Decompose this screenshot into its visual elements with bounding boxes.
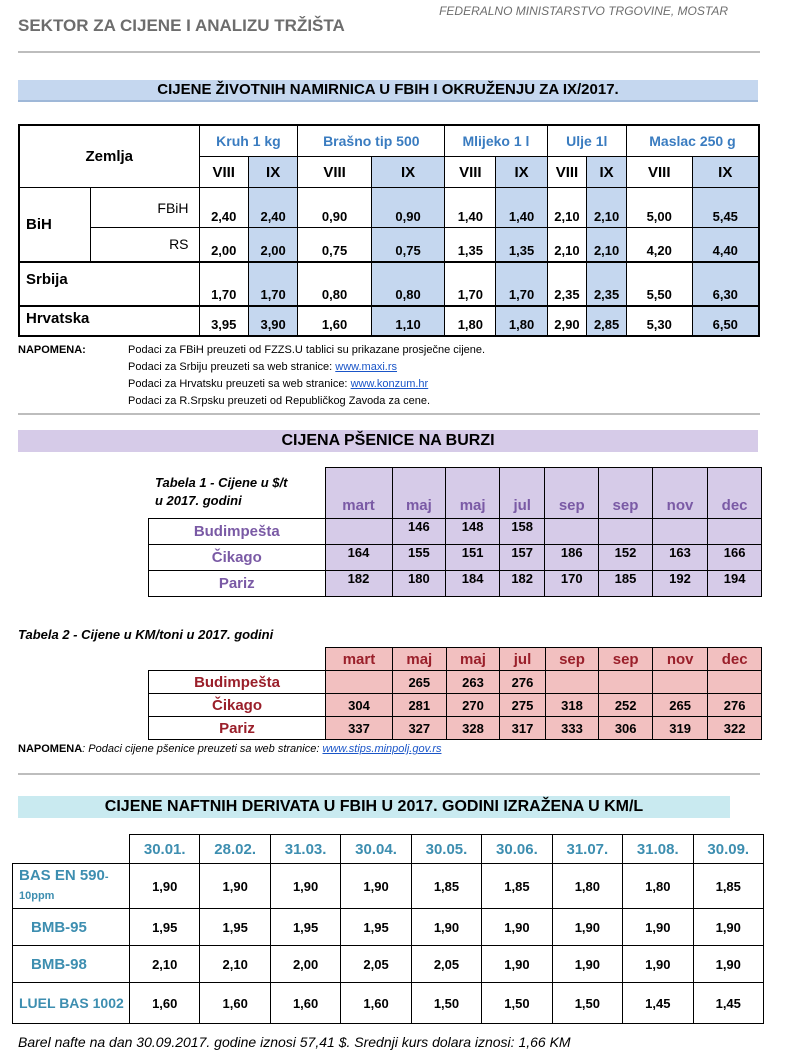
price-cell: 1,50 (411, 983, 481, 1024)
price-cell: 2,90 (547, 306, 587, 336)
month-header: VIII (199, 157, 248, 188)
month-header: sep (599, 468, 653, 519)
month-header: mart (325, 468, 392, 519)
price-cell: 1,70 (248, 262, 297, 306)
city-label: Budimpešta (149, 671, 326, 694)
price-cell: 317 (500, 717, 545, 740)
stips-link[interactable]: www.stips.minpolj.gov.rs (322, 743, 442, 755)
price-cell: 1,90 (482, 909, 552, 946)
price-cell: 1,50 (482, 983, 552, 1024)
fuel-name: BAS EN 590 (19, 867, 105, 884)
month-header: sep (599, 648, 653, 671)
price-cell: 1,60 (200, 983, 270, 1024)
price-cell: 164 (325, 545, 392, 571)
price-cell: 155 (392, 545, 446, 571)
price-cell: 1,60 (270, 983, 340, 1024)
price-cell: 1,60 (130, 983, 200, 1024)
price-cell: 2,10 (547, 188, 587, 228)
price-cell: 163 (652, 545, 707, 571)
ministry-name: FEDERALNO MINISTARSTVO TRGOVINE, MOSTAR (439, 4, 728, 18)
price-cell: 2,40 (248, 188, 297, 228)
month-header: jul (500, 648, 545, 671)
month-header: mart (326, 648, 393, 671)
table-row (149, 545, 762, 571)
price-cell: 1,95 (200, 909, 270, 946)
price-cell: 2,10 (547, 228, 587, 262)
table-row (149, 519, 762, 545)
price-cell: 333 (545, 717, 599, 740)
price-cell: 192 (652, 571, 707, 597)
wheat-title: CIJENA PŠENICE NA BURZI (18, 430, 758, 452)
price-cell: 1,85 (693, 864, 764, 909)
food-prices-table (18, 124, 760, 337)
price-cell: 2,40 (199, 188, 248, 228)
note-line: Podaci za R.Srpsku preuzeti od Republičkog Zavoda za cene. (128, 395, 431, 407)
price-cell: 2,10 (587, 228, 627, 262)
price-cell: 1,90 (693, 909, 764, 946)
price-cell: 319 (653, 717, 708, 740)
price-cell: 180 (392, 571, 446, 597)
date-header: 30.09. (693, 835, 764, 864)
table-row (149, 671, 762, 694)
month-header: sep (545, 648, 599, 671)
price-cell: 265 (392, 671, 446, 694)
price-cell (652, 519, 707, 545)
city-label: Pariz (149, 717, 326, 740)
price-cell: 1,60 (298, 306, 371, 336)
table-row (13, 946, 764, 983)
price-cell: 327 (392, 717, 446, 740)
price-cell: 1,45 (693, 983, 764, 1024)
price-cell: 318 (545, 694, 599, 717)
price-cell: 1,90 (411, 909, 481, 946)
price-cell: 276 (708, 694, 762, 717)
note-line: Podaci za Srbiju preuzeti sa web stranice: (128, 361, 333, 373)
fuel-label: LUEL BAS 1002 (13, 983, 130, 1024)
month-header: IX (587, 157, 627, 188)
price-cell: 158 (499, 519, 544, 545)
price-cell: 281 (392, 694, 446, 717)
food-prices-title: CIJENE ŽIVOTNIH NAMIRNICA U FBIH I OKRUŽENJU ZA IX/2017. (18, 80, 758, 102)
price-cell: 2,35 (587, 262, 627, 306)
region-label: RS (91, 228, 200, 262)
table-row (13, 983, 764, 1024)
product-header: Ulje 1l (547, 125, 626, 157)
month-header: IX (496, 157, 547, 188)
price-cell: 157 (499, 545, 544, 571)
price-cell (599, 519, 653, 545)
price-cell: 6,30 (692, 262, 759, 306)
product-header: Maslac 250 g (626, 125, 759, 157)
price-cell: 270 (446, 694, 500, 717)
price-cell: 1,35 (445, 228, 496, 262)
price-cell: 1,60 (341, 983, 411, 1024)
food-notes (18, 342, 485, 410)
table-row (19, 228, 759, 262)
price-cell: 1,90 (482, 946, 552, 983)
price-cell: 2,00 (248, 228, 297, 262)
fuel-label: BMB-95 (13, 909, 130, 946)
price-cell: 184 (446, 571, 500, 597)
month-header: dec (708, 468, 762, 519)
date-header: 30.05. (411, 835, 481, 864)
price-cell: 322 (708, 717, 762, 740)
table-row (13, 864, 764, 909)
price-cell: 306 (599, 717, 653, 740)
month-header: IX (371, 157, 444, 188)
price-cell (708, 519, 762, 545)
price-cell: 0,80 (371, 262, 444, 306)
price-cell: 1,35 (496, 228, 547, 262)
price-cell: 1,45 (623, 983, 693, 1024)
price-cell: 3,95 (199, 306, 248, 336)
country-bih: BiH (19, 188, 91, 262)
city-label: Budimpešta (149, 519, 326, 545)
price-cell: 1,95 (341, 909, 411, 946)
wheat-note (18, 743, 441, 755)
date-header: 28.02. (200, 835, 270, 864)
month-header: IX (248, 157, 297, 188)
price-cell: 1,85 (411, 864, 481, 909)
date-header: 31.08. (623, 835, 693, 864)
city-label: Pariz (149, 571, 326, 597)
month-header: VIII (547, 157, 587, 188)
price-cell (545, 671, 599, 694)
price-cell: 2,05 (411, 946, 481, 983)
price-cell: 275 (500, 694, 545, 717)
price-cell: 276 (500, 671, 545, 694)
caption-line: Tabela 1 - Cijene u $/t (155, 475, 288, 490)
price-cell: 2,85 (587, 306, 627, 336)
price-cell (326, 671, 393, 694)
divider (18, 773, 760, 775)
price-cell: 1,80 (496, 306, 547, 336)
price-cell: 182 (499, 571, 544, 597)
price-cell: 1,90 (623, 909, 693, 946)
price-cell: 1,40 (445, 188, 496, 228)
price-cell: 1,80 (445, 306, 496, 336)
price-cell: 0,75 (298, 228, 371, 262)
month-header: VIII (626, 157, 692, 188)
date-header: 31.07. (552, 835, 622, 864)
price-cell: 304 (326, 694, 393, 717)
price-cell: 1,80 (623, 864, 693, 909)
price-cell: 1,90 (623, 946, 693, 983)
table-row (19, 262, 759, 306)
price-cell: 1,70 (445, 262, 496, 306)
product-header: Kruh 1 kg (199, 125, 298, 157)
product-header: Brašno tip 500 (298, 125, 445, 157)
table-row (19, 306, 759, 336)
fuel-prices-table (12, 834, 764, 1024)
price-cell (325, 519, 392, 545)
price-cell: 1,85 (482, 864, 552, 909)
price-cell: 1,80 (552, 864, 622, 909)
price-cell: 5,00 (626, 188, 692, 228)
price-cell: 4,40 (692, 228, 759, 262)
price-cell: 2,10 (130, 946, 200, 983)
month-header: IX (692, 157, 759, 188)
price-cell: 185 (599, 571, 653, 597)
price-cell: 5,45 (692, 188, 759, 228)
price-cell: 0,75 (371, 228, 444, 262)
konzum-link[interactable]: www.konzum.hr (350, 378, 429, 390)
price-cell: 2,00 (270, 946, 340, 983)
divider (18, 51, 760, 53)
month-header: maj (392, 468, 446, 519)
date-header: 30.01. (130, 835, 200, 864)
date-header: 30.04. (341, 835, 411, 864)
price-cell (599, 671, 653, 694)
product-header: Mlijeko 1 l (445, 125, 547, 157)
table-row (13, 909, 764, 946)
month-header: VIII (298, 157, 371, 188)
price-cell: 252 (599, 694, 653, 717)
price-cell: 1,90 (552, 946, 622, 983)
price-cell: 2,35 (547, 262, 587, 306)
price-cell (545, 519, 599, 545)
price-cell: 2,10 (200, 946, 270, 983)
country-header: Zemlja (19, 125, 199, 188)
note-label: NAPOMENA (18, 743, 83, 755)
price-cell: 1,90 (341, 864, 411, 909)
price-cell: 2,00 (199, 228, 248, 262)
price-cell: 5,50 (626, 262, 692, 306)
note-label: NAPOMENA: (18, 344, 86, 356)
price-cell: 263 (446, 671, 500, 694)
date-header: 31.03. (270, 835, 340, 864)
note-line: Podaci za Hrvatsku preuzeti sa web stranice: (128, 378, 348, 390)
price-cell: 186 (545, 545, 599, 571)
maxi-link[interactable]: www.maxi.rs (335, 361, 398, 373)
price-cell: 328 (446, 717, 500, 740)
price-cell: 1,90 (200, 864, 270, 909)
price-cell: 1,90 (130, 864, 200, 909)
price-cell: 3,90 (248, 306, 297, 336)
price-cell: 146 (392, 519, 446, 545)
price-cell: 1,90 (270, 864, 340, 909)
oil-barrel-note: Barel nafte na dan 30.09.2017. godine iznosi 57,41 $. Srednji kurs dolara iznosi: 1,66 KM (18, 1034, 571, 1050)
month-header: maj (446, 468, 500, 519)
price-cell: 1,10 (371, 306, 444, 336)
month-header: jul (499, 468, 544, 519)
price-cell: 337 (326, 717, 393, 740)
price-cell: 6,50 (692, 306, 759, 336)
table-row (149, 717, 762, 740)
table-row (149, 571, 762, 597)
price-cell (708, 671, 762, 694)
price-cell: 170 (545, 571, 599, 597)
price-cell: 1,90 (552, 909, 622, 946)
table2-caption: Tabela 2 - Cijene u KM/toni u 2017. godini (18, 627, 274, 642)
price-cell: 5,30 (626, 306, 692, 336)
fuel-label: BMB-98 (13, 946, 130, 983)
month-header: VIII (445, 157, 496, 188)
note-line: Podaci za FBiH preuzeti od FZZS.U tablici su prikazane prosječne cijene. (128, 344, 486, 356)
price-cell: 148 (446, 519, 500, 545)
month-header: nov (652, 468, 707, 519)
price-cell: 0,90 (298, 188, 371, 228)
fuel-label (13, 864, 130, 909)
price-cell: 1,95 (130, 909, 200, 946)
month-header: maj (446, 648, 500, 671)
country-label: Hrvatska (19, 306, 199, 336)
price-cell: 1,40 (496, 188, 547, 228)
wheat-usd-table (148, 467, 762, 597)
country-label: Srbija (19, 262, 199, 306)
price-cell: 152 (599, 545, 653, 571)
city-label: Čikago (149, 545, 326, 571)
divider (18, 413, 760, 415)
price-cell: 1,50 (552, 983, 622, 1024)
wheat-km-table (148, 647, 762, 740)
caption-line: u 2017. godini (155, 493, 242, 508)
price-cell: 0,90 (371, 188, 444, 228)
price-cell: 1,90 (693, 946, 764, 983)
city-label: Čikago (149, 694, 326, 717)
note-text: : Podaci cijene pšenice preuzeti sa web stranice: (82, 743, 323, 755)
price-cell: 182 (325, 571, 392, 597)
month-header: sep (545, 468, 599, 519)
month-header: nov (653, 648, 708, 671)
price-cell: 0,80 (298, 262, 371, 306)
price-cell: 1,95 (270, 909, 340, 946)
price-cell: 1,70 (496, 262, 547, 306)
price-cell: 166 (708, 545, 762, 571)
price-cell: 194 (708, 571, 762, 597)
date-header: 30.06. (482, 835, 552, 864)
price-cell: 2,10 (587, 188, 627, 228)
price-cell: 265 (653, 694, 708, 717)
price-cell: 1,70 (199, 262, 248, 306)
month-header: dec (708, 648, 762, 671)
table-row (149, 694, 762, 717)
price-cell: 4,20 (626, 228, 692, 262)
table-row (19, 188, 759, 228)
fuel-suffix: -10ppm (19, 871, 109, 902)
fuel-title: CIJENE NAFTNIH DERIVATA U FBIH U 2017. GODINI IZRAŽENA U KM/L (18, 796, 730, 818)
price-cell: 2,05 (341, 946, 411, 983)
month-header: maj (392, 648, 446, 671)
region-label: FBiH (91, 188, 200, 228)
sector-title: SEKTOR ZA CIJENE I ANALIZU TRŽIŠTA (18, 16, 345, 35)
price-cell: 151 (446, 545, 500, 571)
price-cell (653, 671, 708, 694)
